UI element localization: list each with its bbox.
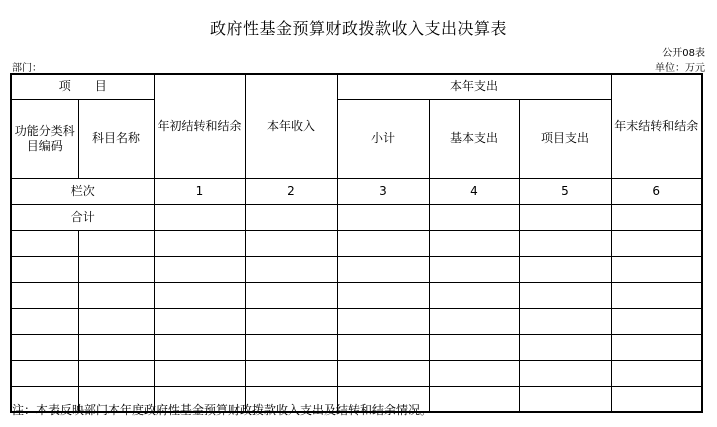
table-cell (337, 308, 429, 334)
total-row (11, 204, 702, 230)
table-cell (154, 360, 245, 386)
header-basic: 基本支出 (429, 99, 519, 178)
header-func-code: 功能分类科目编码 (11, 99, 78, 178)
table-cell (11, 334, 78, 360)
table-cell (245, 360, 337, 386)
table-cell (429, 256, 519, 282)
table-cell (337, 282, 429, 308)
table-cell (154, 230, 245, 256)
table-cell (11, 360, 78, 386)
table-cell (245, 230, 337, 256)
table-cell (611, 256, 702, 282)
column-number: 5 (519, 178, 611, 204)
table-cell (78, 360, 154, 386)
table-cell (154, 308, 245, 334)
table-cell (154, 256, 245, 282)
table-cell (519, 256, 611, 282)
table-cell (519, 282, 611, 308)
table-cell (429, 204, 519, 230)
table-row (11, 282, 702, 308)
table-cell (245, 204, 337, 230)
table-row (11, 230, 702, 256)
table-cell (78, 334, 154, 360)
table-row (11, 334, 702, 360)
table-cell (154, 282, 245, 308)
form-code: 公开08表 (662, 48, 705, 59)
header-begin-balance: 年初结转和结余 (154, 74, 245, 178)
table-row (11, 256, 702, 282)
column-number-row (11, 178, 702, 204)
table-cell (519, 204, 611, 230)
report-table (10, 73, 703, 413)
table-cell (245, 334, 337, 360)
table-cell (11, 256, 78, 282)
table-cell (519, 386, 611, 412)
table-cell (11, 308, 78, 334)
table-cell (429, 386, 519, 412)
table-cell (78, 256, 154, 282)
table-cell (519, 308, 611, 334)
footnote: 注：本表反映部门本年度政府性基金预算财政拨款收入支出及结转和结余情况。 (12, 403, 433, 417)
table-row (11, 308, 702, 334)
header-subtotal: 小计 (337, 99, 429, 178)
column-number: 3 (337, 178, 429, 204)
header-end-balance: 年末结转和结余 (611, 74, 702, 178)
table-cell (611, 230, 702, 256)
table-cell (519, 360, 611, 386)
table-cell (337, 230, 429, 256)
table-cell (611, 308, 702, 334)
table-cell (78, 282, 154, 308)
table-cell (429, 360, 519, 386)
table-cell (337, 204, 429, 230)
column-number: 1 (154, 178, 245, 204)
column-number: 4 (429, 178, 519, 204)
header-expenditure: 本年支出 (337, 74, 611, 99)
table-cell (337, 360, 429, 386)
table-row (11, 360, 702, 386)
header-income: 本年收入 (245, 74, 337, 178)
table-cell (611, 282, 702, 308)
table-cell (429, 334, 519, 360)
table-cell (154, 204, 245, 230)
table-cell (429, 230, 519, 256)
table-cell (611, 204, 702, 230)
table-cell (78, 308, 154, 334)
table-cell (429, 282, 519, 308)
header-item: 项 目 (11, 74, 154, 99)
table-cell (611, 334, 702, 360)
column-number-label: 栏次 (11, 178, 154, 204)
table-cell (611, 386, 702, 412)
table-cell (337, 256, 429, 282)
department-label: 部门： (12, 63, 42, 74)
column-number: 6 (611, 178, 702, 204)
table-cell (78, 230, 154, 256)
table-cell (611, 360, 702, 386)
table-cell (519, 334, 611, 360)
page-title: 政府性基金预算财政拨款收入支出决算表 (209, 19, 507, 38)
table-cell (519, 230, 611, 256)
header-subject-name: 科目名称 (78, 99, 154, 178)
table-cell (245, 308, 337, 334)
table-cell (11, 282, 78, 308)
header-project: 项目支出 (519, 99, 611, 178)
unit-label: 单位：万元 (655, 63, 705, 74)
table-cell (337, 334, 429, 360)
table-cell (245, 282, 337, 308)
table-cell (429, 308, 519, 334)
table-cell (11, 230, 78, 256)
total-label: 合计 (11, 204, 154, 230)
table-cell (154, 334, 245, 360)
column-number: 2 (245, 178, 337, 204)
table-cell (245, 256, 337, 282)
